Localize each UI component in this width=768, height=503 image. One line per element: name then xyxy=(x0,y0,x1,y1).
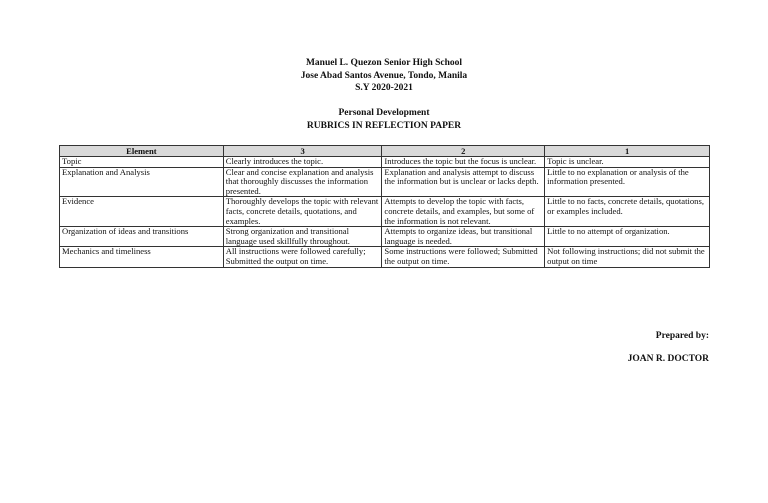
school-header xyxy=(0,57,768,95)
table-header-row xyxy=(60,146,710,157)
score-1-cell: Little to no facts, concrete details, quotations, or examples included. xyxy=(545,197,710,227)
table-row xyxy=(60,227,710,247)
score-2-cell: Some instructions were followed; Submitted the output on time. xyxy=(382,247,545,267)
table-row xyxy=(60,167,710,197)
subject-title: Personal Development xyxy=(338,108,430,118)
score-1-cell: Topic is unclear. xyxy=(545,157,710,168)
table-row xyxy=(60,247,710,267)
document-title: RUBRICS IN REFLECTION PAPER xyxy=(306,120,462,131)
header-score-2: 2 xyxy=(382,146,545,157)
document-heading xyxy=(0,107,768,132)
score-3-cell: Thoroughly develops the topic with relevant facts, concrete details, quotations, and examples. xyxy=(223,197,382,227)
header-score-3: 3 xyxy=(223,146,382,157)
score-2-cell: Attempts to organize ideas, but transitional language is needed. xyxy=(382,227,545,247)
element-cell: Topic xyxy=(60,157,224,168)
score-1-cell: Little to no attempt of organization. xyxy=(545,227,710,247)
score-3-cell: Strong organization and transitional language used skillfully throughout. xyxy=(223,227,382,247)
element-cell: Organization of ideas and transitions xyxy=(60,227,224,247)
score-3-cell: Clearly introduces the topic. xyxy=(223,157,382,168)
score-1-cell: Little to no explanation or analysis of the information presented. xyxy=(545,167,710,197)
score-2-cell: Introduces the topic but the focus is unclear. xyxy=(382,157,545,168)
score-2-cell: Explanation and analysis attempt to discuss the information but is unclear or lacks depth. xyxy=(382,167,545,197)
score-1-cell: Not following instructions; did not submit the output on time xyxy=(545,247,710,267)
score-3-cell: Clear and concise explanation and analysis that thoroughly discusses the information presented. xyxy=(223,167,382,197)
school-year: S.Y 2020-2021 xyxy=(355,83,413,93)
element-cell: Evidence xyxy=(60,197,224,227)
prepared-by-label: Prepared by: xyxy=(655,331,709,341)
table-row xyxy=(60,157,710,168)
table-row xyxy=(60,197,710,227)
header-score-1: 1 xyxy=(545,146,710,157)
element-cell: Mechanics and timeliness xyxy=(60,247,224,267)
school-name: Manuel L. Quezon Senior High School xyxy=(305,58,463,68)
score-3-cell: All instructions were followed carefully; Submitted the output on time. xyxy=(223,247,382,267)
element-cell: Explanation and Analysis xyxy=(60,167,224,197)
rubric-table xyxy=(59,145,710,268)
preparer-name: JOAN R. DOCTOR xyxy=(627,354,709,364)
header-element: Element xyxy=(60,146,224,157)
score-2-cell: Attempts to develop the topic with facts, concrete details, and examples, but some of the information is not relevant. xyxy=(382,197,545,227)
school-address: Jose Abad Santos Avenue, Tondo, Manila xyxy=(300,70,468,81)
